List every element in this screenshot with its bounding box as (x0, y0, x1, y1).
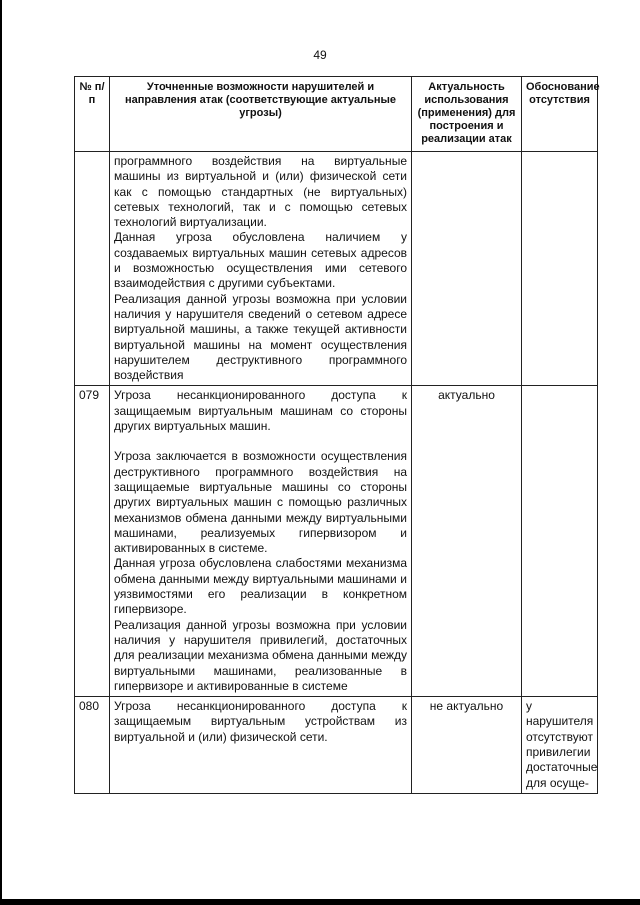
table-header-row (75, 77, 598, 152)
row-paragraph: Реализация данной угрозы возможна при условии наличия у нарушителя привилегий, достаточных для реализации механизма обмена данными между виртуальными машинами, реализованные в гипервизоре и активированные в системе (114, 617, 407, 693)
row-description (110, 697, 412, 794)
row-actuality: актуально (412, 386, 522, 697)
row-paragraph: программного воздействия на виртуальные машины из виртуальной и (или) физической сети как с помощью стандартных (не виртуальных) сетевых технологий, так и с помощью сетевых технологий виртуализации. (114, 154, 407, 230)
threats-table (74, 76, 598, 794)
header-justification: Обоснование отсутствия (522, 77, 598, 152)
table-row (75, 152, 598, 386)
row-paragraph: Реализация данной угрозы возможна при условии наличия у нарушителя сведений о сетевом адресе виртуальной машины, а также текущей активности виртуальной машины на момент осуществления нарушителем деструктивного программного воздействия (114, 291, 407, 383)
row-actuality (412, 152, 522, 386)
table-row (75, 386, 598, 697)
row-paragraph: Угроза несанкционированного доступа к защищаемым виртуальным машинам со стороны других виртуальных машин. (114, 388, 407, 434)
header-actuality: Актуальность использования (применения) для построения и реализации атак (412, 77, 522, 152)
row-paragraph: Данная угроза обусловлена наличием у создаваемых виртуальных машин сетевых адресов и возможностью осуществления ими сетевого взаимодействия с другими субъектами. (114, 230, 407, 291)
scan-left-edge (0, 0, 2, 905)
header-description: Уточненные возможности нарушителей и направления атак (соответствующие актуальные угрозы) (110, 77, 412, 152)
row-justification: у нарушителя отсутствуют привилегии достаточные для осуще- (522, 697, 598, 794)
row-description (110, 152, 412, 386)
row-actuality: не актуально (412, 697, 522, 794)
row-num (75, 152, 110, 386)
row-description (110, 386, 412, 697)
row-paragraph: Данная угроза обусловлена слабостями механизма обмена данными между виртуальными машинами и уязвимостями его реализации в конкретном гипервизоре. (114, 556, 407, 617)
page-number: 49 (313, 48, 327, 62)
scan-bottom-edge (0, 899, 640, 905)
row-justification (522, 386, 598, 697)
header-num: № п/п (75, 77, 110, 152)
row-paragraph: Угроза заключается в возможности осуществления деструктивного программного воздействия на защищаемые виртуальные машины со стороны других виртуальных машин с помощью различных механизмов обмена данными между виртуальными машинами, реализуемых гипервизором и активированных в системе. (114, 449, 407, 556)
table-row (75, 697, 598, 794)
row-num: 079 (75, 386, 110, 697)
row-justification (522, 152, 598, 386)
row-num: 080 (75, 697, 110, 794)
row-paragraph: Угроза несанкционированного доступа к защищаемым виртуальным устройствам из виртуальной и (или) физической сети. (114, 699, 407, 744)
